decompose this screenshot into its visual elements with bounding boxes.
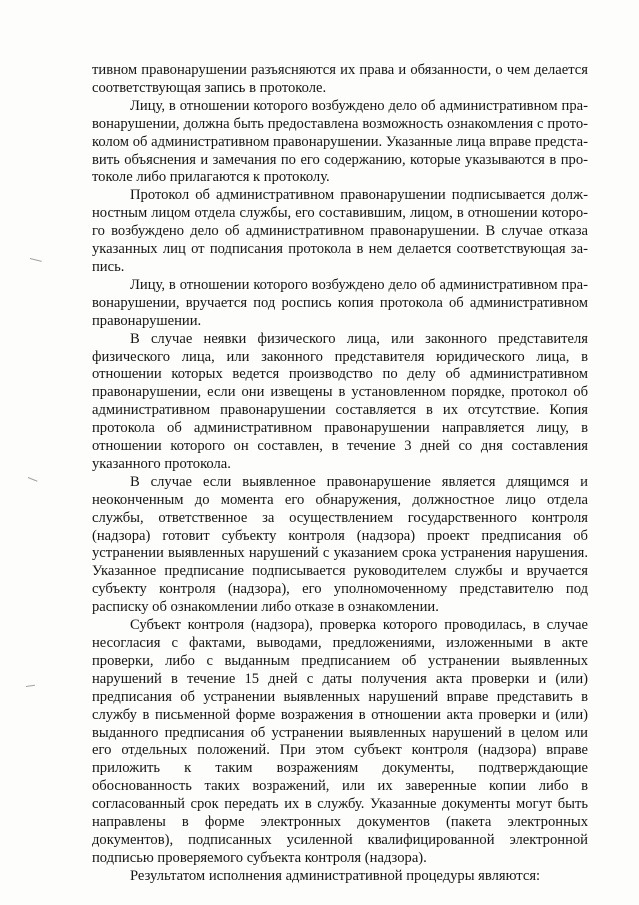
paragraph-signing: Протокол об административном правонарушении подписывается должностным лицом отдела службы, его составившим, лицом, в отношении которого возбуждено дело об административном правонарушении. В случае отказа указанных лиц от подписания протокола в нем делается соответствующая запись. [92,187,588,275]
document-body [92,62,588,886]
paragraph-ongoing-violation: В случае если выявленное правонарушение является длящимся и неоконченным до момента его обнаружения, должностное лицо отдела службы, ответственное за осуществлением государственного контроля (надзора) готовит субъекту контроля (надзора) проект предписания об устранении выявленных нарушений с указанием срока устранения нарушения. Указанное предписание подписывается руководителем службы и вручается субъекту контроля (надзора), его уполномоченному представителю под расписку об ознакомлении либо отказе в ознакомлении. [92,473,588,616]
paragraph-objections: Субъект контроля (надзора), проверка которого проводилась, в случае несогласия с фактами, выводами, предложениями, изложенными в акте проверки, либо с выданным предписанием об устранении выявленных нарушений в течение 15 дней с даты получения акта проверки и (или) предписания об устранении выявленных нарушений вправе представить в службу в письменной форме возражения в отношении акта проверки и (или) выданного предписания об устранении выявленных нарушений в целом или его отдельных положений. При этом субъект контроля (надзора) вправе приложить к таким возражениям документы, подтверждающие обоснованность таких возражений, или их заверенные копии либо в согласованный срок передать их в службу. Указанные документы могут быть направлены в форме электронных документов (пакета электронных документов), подписанных усиленной квалифицированной электронной подписью проверяемого субъекта контроля (надзора). [92,617,588,866]
paragraph-familiarization: Лицу, в отношении которого возбуждено дело об административном правонарушении, должна быть предоставлена возможность ознакомления с протоколом об административном правонарушении. Указанные лица вправе представить объяснения и замечания по его содержанию, которые указываются в протоколе либо прилагаются к протоколу. [92,97,588,186]
margin-scan-mark [30,258,42,262]
margin-scan-mark [26,685,35,687]
margin-scan-mark [28,477,38,482]
paragraph-continuation: тивном правонарушении разъясняются их права и обязанности, о чем делается соответствующая запись в протоколе. [92,62,588,96]
paragraph-copy-delivery: Лицу, в отношении которого возбуждено дело об административном правонарушении, вручается под роспись копия протокола об административном правонарушении. [92,276,588,329]
paragraph-absence: В случае неявки физического лица, или законного представителя физического лица, или законного представителя юридического лица, в отношении которых ведется производство по делу об административном правонарушении, если они извещены в установленном порядке, протокол об административном правонарушении составляется в их отсутствие. Копия протокола об административном правонарушении направляется лицу, в отношении которого он составлен, в течение 3 дней со дня составления указанного протокола. [92,330,588,472]
paragraph-result: Результатом исполнения административной процедуры являются: [130,867,541,884]
